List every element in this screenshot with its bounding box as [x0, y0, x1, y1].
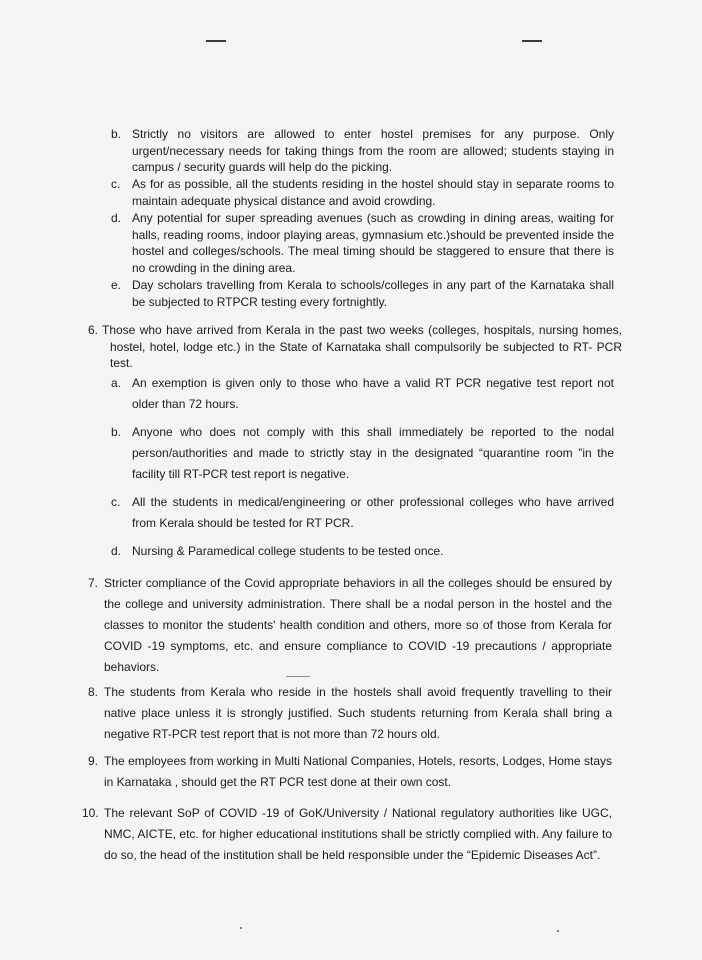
item-text: The employees from working in Multi National Companies, Hotels, resorts, Lodges, Home stays in Karnataka , should get the RT PCR test done at their own cost.	[104, 754, 612, 789]
item-number: 10.	[82, 806, 99, 820]
punch-mark-left	[206, 40, 226, 42]
item-number: 9.	[88, 754, 99, 768]
sub-item-label: b.	[111, 127, 122, 141]
sub-item-text: Nursing & Paramedical college students to be tested once.	[132, 544, 444, 558]
punch-mark-right	[522, 40, 542, 42]
sub-item-label: c.	[111, 177, 121, 191]
sub-item-text: An exemption is given only to those who have a valid RT PCR negative test report not older than 72 hours.	[132, 376, 614, 411]
sub-item-text: Anyone who does not comply with this shall immediately be reported to the nodal person/authorities and made to strictly stay in the designated “quarantine room ”in the facility till RT-PCR test report is negative.	[132, 425, 614, 481]
speck	[240, 927, 242, 929]
item-number: 6.	[88, 323, 99, 337]
item-text: Stricter compliance of the Covid appropriate behaviors in all the colleges should be ensured by the college and university administration. There shall be a nodal person in the hostel and the classes to monitor the students' health condition and others, more so of those from Kerala for COVID -19 symptoms, etc. and ensure compliance to COVID -19 precautions / appropriate behaviors.	[104, 576, 612, 674]
sub-item-label: c.	[111, 495, 121, 509]
sub-item-label: a.	[111, 376, 122, 390]
item-text: The relevant SoP of COVID -19 of GoK/University / National regulatory authorities like UGC, NMC, AICTE, etc. for higher educational institutions shall be strictly complied with. Any failure to do so, the head of the institution shall be held responsible under the “Epidemic Diseases Act”.	[104, 806, 612, 862]
sub-item-label: d.	[111, 211, 122, 225]
item-text: Those who have arrived from Kerala in the past two weeks (colleges, hospitals, nursing homes, hostel, hotel, lodge etc.) in the State of Karnataka shall compulsorily be subjected to RT- PCR test.	[102, 323, 622, 371]
sub-item-label: e.	[111, 278, 122, 292]
sub-item-label: b.	[111, 425, 122, 439]
sub-item-label: d.	[111, 544, 122, 558]
sub-item-text: All the students in medical/engineering or other professional colleges who have arrived from Kerala should be tested for RT PCR.	[132, 495, 614, 530]
speck	[557, 930, 559, 932]
sub-item-text: Day scholars travelling from Kerala to schools/colleges in any part of the Karnataka shall be subjected to RTPCR testing every fortnightly.	[132, 278, 614, 309]
item-number: 7.	[88, 576, 99, 590]
item-number: 8.	[88, 685, 99, 699]
scribble-mark	[286, 676, 310, 677]
sub-item-text: Strictly no visitors are allowed to enter hostel premises for any purpose. Only urgent/necessary needs for taking things from the room are allowed; students staying in campus / security guards will help do the picking.	[132, 127, 614, 175]
sub-item-text: As for as possible, all the students residing in the hostel should stay in separate rooms to maintain adequate physical distance and avoid crowding.	[132, 177, 614, 208]
item-text: The students from Kerala who reside in the hostels shall avoid frequently travelling to their native place unless it is strongly justified. Such students returning from Kerala shall bring a negative RT-PCR test report that is not more than 72 hours old.	[104, 685, 612, 741]
sub-item-text: Any potential for super spreading avenues (such as crowding in dining areas, waiting for halls, reading rooms, indoor playing areas, gymnasium etc.)should be prevented inside the hostel and colleges/schools. The meal timing should be staggered to ensure that there is no crowding in the dining area.	[132, 211, 614, 275]
